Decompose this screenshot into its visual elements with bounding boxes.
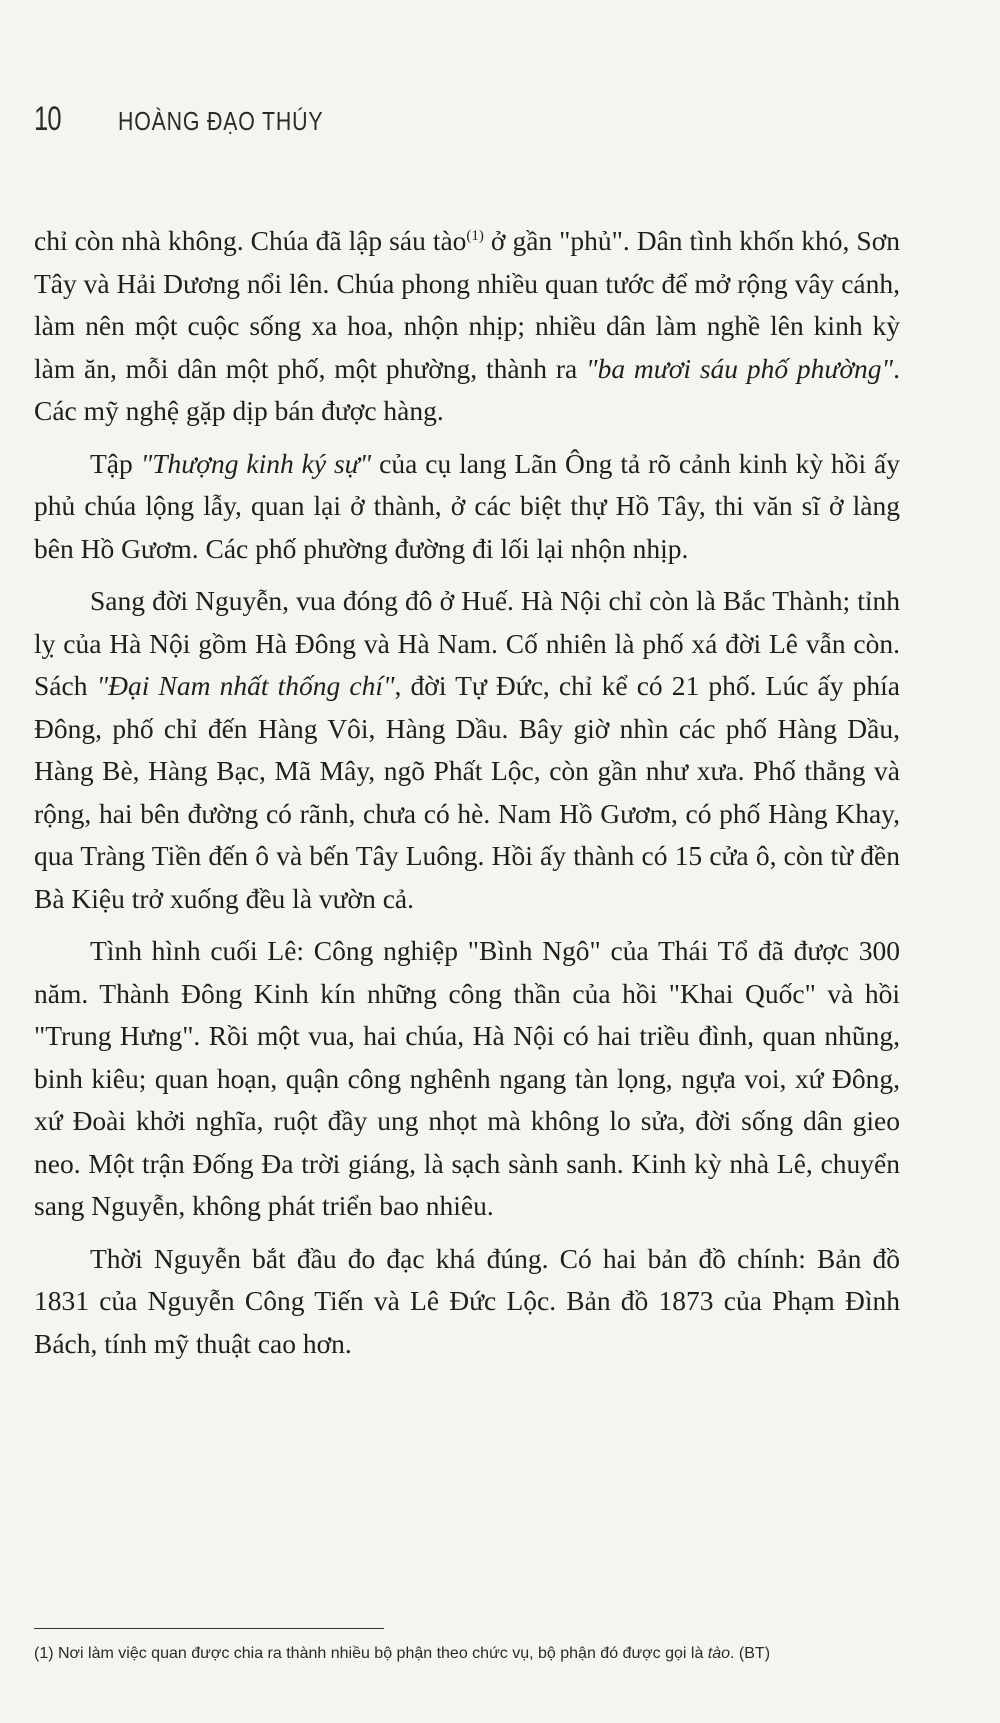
book-author: HOÀNG ĐẠO THÚY xyxy=(118,106,324,136)
page-number: 10 xyxy=(34,100,61,138)
running-head xyxy=(34,100,368,139)
footnote-italic: tào xyxy=(707,1645,731,1662)
paragraph-2-italic: "Thượng kinh ký sự" xyxy=(140,447,372,479)
paragraph-2-text-a: Tập xyxy=(90,447,141,479)
paragraph-1-text-b: ở gần "phủ". Dân tình khốn khó, Sơn Tây và Hải Dương nổi lên. Chúa phong nhiều quan tước để mở rộng vây cánh, làm nên một cuộc sống xa hoa, nhộn nhịp; nhiều dân làm nghề lên kinh kỳ làm ăn, mỗi dân một phố, một phường, thành ra xyxy=(34,225,900,384)
paragraph-3-italic: "Đại Nam nhất thống chí" xyxy=(96,670,395,701)
footnote-text-a: (1) Nơi làm việc quan được chia ra thành nhiều bộ phận theo chức vụ, bộ phận đó được gọi là xyxy=(34,1645,708,1662)
paragraph-2 xyxy=(34,443,900,571)
paragraph-3 xyxy=(34,580,900,920)
footnote xyxy=(34,1640,900,1667)
paragraph-3-text-a: Sang đời Nguyễn, vua đóng đô ở Huế. Hà Nội chỉ còn là Bắc Thành; tỉnh lỵ của Hà Nội gồm Hà Đông và Hà Nam. Cố nhiên là phố xá đời Lê vẫn còn. Sách xyxy=(34,585,900,701)
paragraph-1-italic: "ba mươi sáu phố phường" xyxy=(586,352,894,384)
footnote-reference: (1) xyxy=(466,227,484,244)
paragraph-5: Thời Nguyễn bắt đầu đo đạc khá đúng. Có hai bản đồ chính: Bản đồ 1831 của Nguyễn Công Tiến và Lê Đức Lộc. Bản đồ 1873 của Phạm Đình Bách, tính mỹ thuật cao hơn. xyxy=(34,1242,900,1359)
footnote-divider xyxy=(34,1628,384,1629)
paragraph-1-text-c: . Các mỹ nghệ gặp dịp bán được hàng. xyxy=(34,352,900,426)
paragraph-4: Tình hình cuối Lê: Công nghiệp "Bình Ngô" của Thái Tổ đã được 300 năm. Thành Đông Kinh kín những công thần của hồi "Khai Quốc" và hồi "Trung Hưng". Rồi một vua, hai chúa, Hà Nội có hai triều đình, quan nhũng, binh kiêu; quan hoạn, quận công nghênh ngang tàn lọng, ngựa voi, xứ Đông, xứ Đoài khởi nghĩa, ruột đầy ung nhọt mà không lo sửa, đời sống dân gieo neo. Một trận Đống Đa trời giáng, là sạch sành sanh. Kinh kỳ nhà Lê, chuyển sang Nguyễn, không phát triển bao nhiêu. xyxy=(34,935,900,1221)
paragraph-1-text-a: chỉ còn nhà không. Chúa đã lập sáu tào xyxy=(34,225,467,256)
footnote-text-b: . (BT) xyxy=(730,1645,771,1662)
paragraph-2-text-b: của cụ lang Lãn Ông tả rõ cảnh kinh kỳ hồi ấy phủ chúa lộng lẫy, quan lại ở thành, ở các biệt thự Hồ Tây, thi văn sĩ ở làng bên Hồ Gươm. Các phố phường đường đi lối lại nhộn nhịp. xyxy=(34,447,901,564)
paragraph-1 xyxy=(34,220,900,433)
body-text xyxy=(34,220,900,1365)
paragraph-3-text-b: , đời Tự Đức, chỉ kể có 21 phố. Lúc ấy phía Đông, phố chỉ đến Hàng Vôi, Hàng Dầu. Bây giờ nhìn các phố Hàng Dầu, Hàng Bè, Hàng Bạc, Mã Mây, ngõ Phất Lộc, còn gần như xưa. Phố thẳng và rộng, hai bên đường có rãnh, chưa có hè. Nam Hồ Gươm, có phố Hàng Khay, qua Tràng Tiền đến ô và bến Tây Luông. Hồi ấy thành có 15 cửa ô, còn từ đền Bà Kiệu trở xuống đều là vườn cả. xyxy=(34,670,900,914)
